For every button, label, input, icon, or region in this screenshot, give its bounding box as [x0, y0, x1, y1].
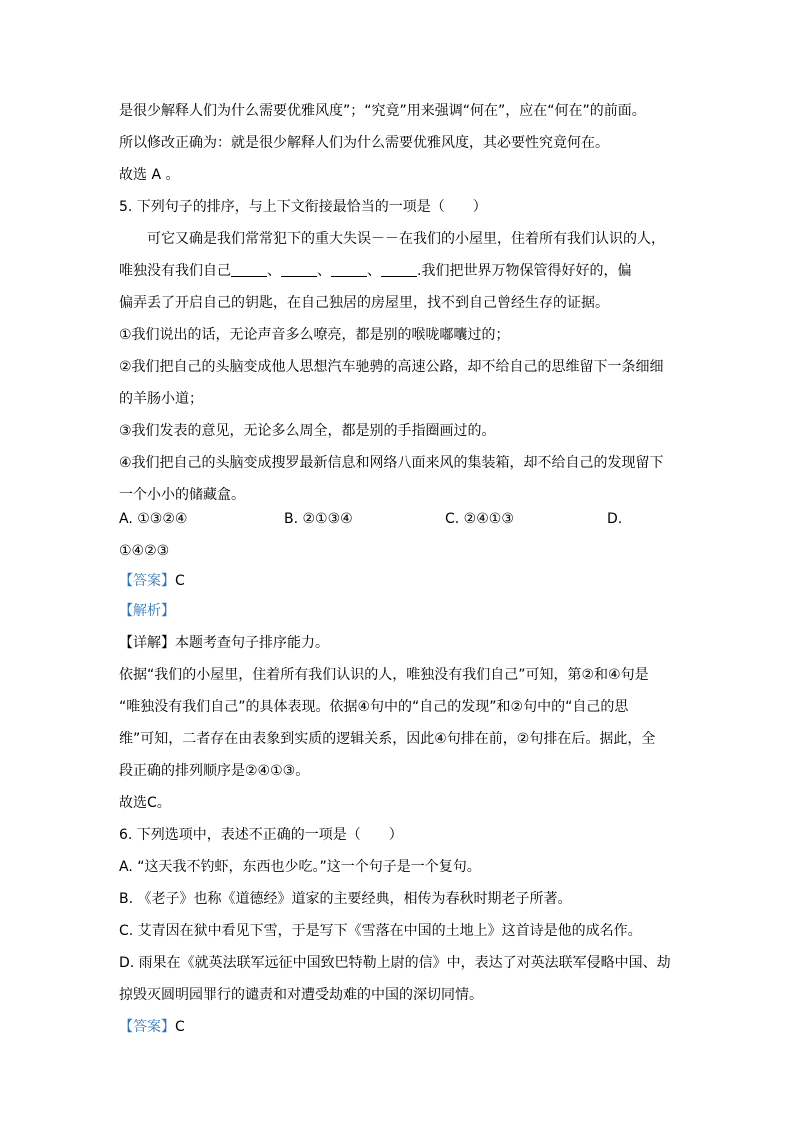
- detail-text: 本题考查句子排序能力。: [175, 635, 329, 651]
- question-5-title: 5. 下列句子的排序，与上下文衔接最恰当的一项是（ ）: [119, 199, 487, 215]
- answer-value: C: [175, 1019, 185, 1035]
- explanation-line: 段正确的排列顺序是②④①③。: [119, 763, 310, 779]
- passage-line-with-blanks: [119, 261, 679, 281]
- passage-text: 唯独没有我们自己: [119, 263, 231, 279]
- q6-option-b: B. 《老子》也称《道德经》道家的主要经典，相传为春秋时期老子所著。: [119, 891, 572, 907]
- blank: [281, 262, 317, 277]
- sentence-4-cont: 一个小小的储藏盒。: [119, 487, 245, 503]
- q6-option-d: D. 雨果在《就英法联军远征中国致巴特勒上尉的信》中，表达了对英法联军侵略中国、劫: [119, 955, 671, 971]
- q6-option-c: C. 艾青因在狱中看见下雪，于是写下《雪落在中国的土地上》这首诗是他的成名作。: [119, 923, 642, 939]
- answer-line-2: [119, 1017, 679, 1037]
- separator: 、: [367, 263, 381, 279]
- text-line: 所以修改正确为：就是很少解释人们为什么需要优雅风度，其必要性究竟何在。: [119, 135, 609, 151]
- passage-line: 偏弄丢了开启自己的钥匙，在自己独居的房屋里，找不到自己曾经生存的证据。: [119, 295, 609, 311]
- explanation-line: 故选C。: [119, 795, 171, 811]
- options-row: [0, 509, 794, 529]
- answer-value: C: [175, 573, 185, 589]
- detail-tag: 【详解】: [119, 635, 175, 651]
- explanation-line: 维”可知，二者存在由表象到实质的逻辑关系，因此④句排在前，②句排在后。据此，全: [119, 731, 656, 747]
- q6-option-a: A. “这天我不钓虾，东西也少吃。”这一个句子是一个复句。: [119, 859, 481, 875]
- option-d-value: ①④②③: [119, 543, 170, 559]
- explanation-line: “唯独没有我们自己”的具体表现。依据④句中的“自己的发现”和②句中的“自己的思: [119, 699, 629, 715]
- sentence-2: ②我们把自己的头脑变成他人思想汽车驰骋的高速公路，却不给自己的思维留下一条细细: [119, 359, 664, 375]
- option-b: B. ②①③④: [284, 511, 353, 527]
- sentence-1: ①我们说出的话，无论声音多么嘹亮，都是别的喉咙嘟囔过的；: [119, 327, 510, 343]
- passage-line: 可它又确是我们常常犯下的重大失误－－在我们的小屋里，住着所有我们认识的人，: [147, 231, 665, 247]
- blank: [231, 262, 267, 277]
- detail-line: [119, 633, 679, 653]
- explanation-line: 依据“我们的小屋里，住着所有我们认识的人，唯独没有我们自己”可知，第②和④句是: [119, 667, 649, 683]
- sentence-3: ③我们发表的意见，无论多么周全，都是别的手指圈画过的。: [119, 423, 496, 439]
- q6-option-d-cont: 掠毁灭圆明园罪行的谴责和对遭受劫难的中国的深切同情。: [119, 987, 483, 1003]
- option-c: C. ②④①③: [445, 511, 514, 527]
- separator: 、: [317, 263, 331, 279]
- answer-tag: 【答案】: [119, 1019, 175, 1035]
- sentence-4: ④我们把自己的头脑变成搜罗最新信息和网络八面来风的集装箱，却不给自己的发现留下: [119, 455, 664, 471]
- sentence-2-cont: 的羊肠小道；: [119, 391, 203, 407]
- text-line: 是很少解释人们为什么需要优雅风度”；“究竟”用来强调“何在”，应在“何在”的前面。: [119, 103, 646, 119]
- question-6-title: 6. 下列选项中，表述不正确的一项是（ ）: [119, 827, 403, 843]
- blank: [381, 262, 417, 277]
- text-line: 故选 A 。: [119, 167, 180, 183]
- option-d: D.: [607, 511, 623, 527]
- option-a: A. ①③②④: [119, 511, 188, 527]
- passage-text: .我们把世界万物保管得好好的，偏: [417, 263, 632, 279]
- answer-line: [119, 571, 679, 591]
- answer-tag: 【答案】: [119, 573, 175, 589]
- blank: [331, 262, 367, 277]
- separator: 、: [267, 263, 281, 279]
- analysis-tag: 【解析】: [119, 603, 175, 619]
